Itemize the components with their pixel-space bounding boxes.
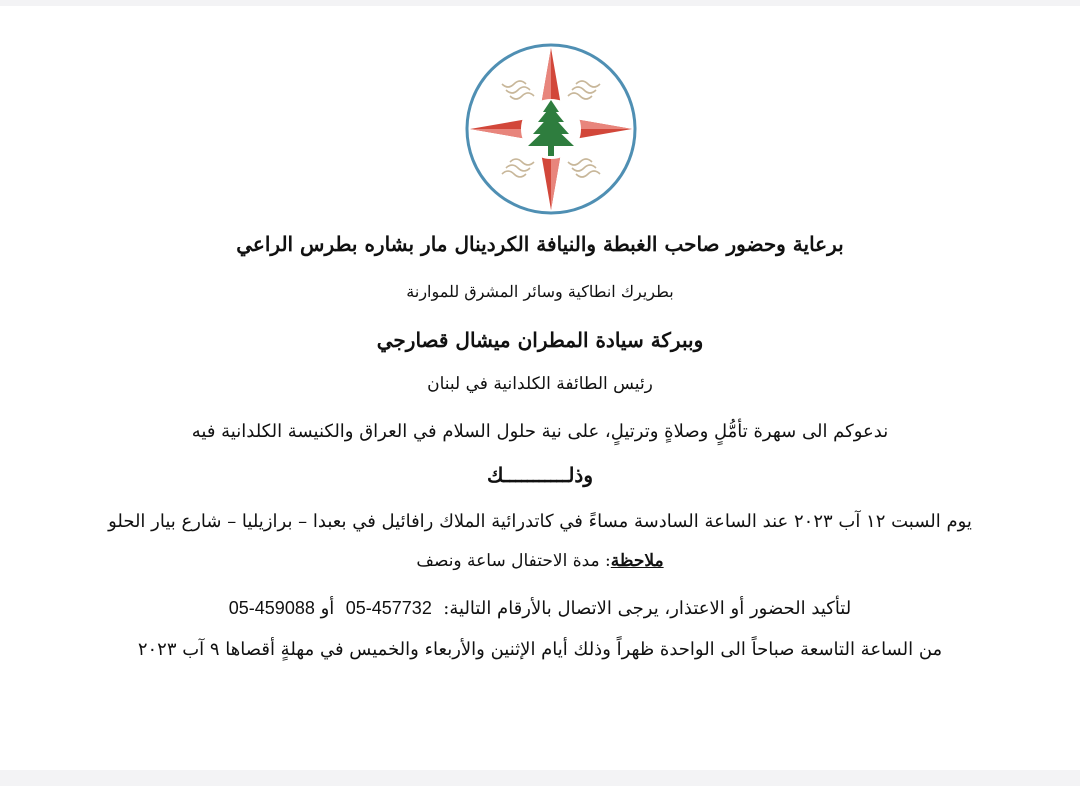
phone-number-1: 05-457732	[345, 598, 432, 618]
note-text: : مدة الاحتفال ساعة ونصف	[416, 551, 611, 571]
blessing-line: وببركة سيادة المطران ميشال قصارجي	[376, 328, 704, 352]
invitation-line: ندعوكم الى سهرة تأمُّلٍ وصلاةٍ وترتيلٍ، على نية حلول السلام في العراق والكنيسة الكلدانية فيه	[191, 421, 889, 442]
cedar-compass-logo-icon	[464, 42, 638, 216]
date-place-line: يوم السبت ١٢ آب ٢٠٢٣ عند الساعة السادسة مساءً في كاتدرائية الملاك رافائيل في بعبدا – برازيليا – شارع بيار الحلو	[108, 511, 972, 532]
patron-line: برعاية وحضور صاحب الغبطة والنيافة الكردينال مار بشاره بطرس الراعي	[236, 232, 844, 256]
auspice-line: بطريرك انطاكية وسائر المشرق للموارنة	[406, 282, 674, 301]
and-that-line: وذلـــــــــــك	[487, 463, 593, 487]
invitation-page	[0, 6, 1080, 770]
hours-line: من الساعة التاسعة صباحاً الى الواحدة ظهراً وذلك أيام الإثنين والأربعاء والخميس في مهلةٍ أقصاها ٩ آب ٢٠٢٣	[137, 639, 943, 660]
or-text: أو	[320, 598, 335, 619]
phone-number-2: 05-459088	[228, 598, 315, 618]
confirm-line	[0, 598, 1080, 619]
note-line	[0, 551, 1080, 571]
note-label: ملاحظة	[610, 551, 664, 571]
role-line: رئيس الطائفة الكلدانية في لبنان	[427, 374, 653, 394]
confirm-text: لتأكيد الحضور أو الاعتذار، يرجى الاتصال بالأرقام التالية:	[443, 598, 852, 619]
